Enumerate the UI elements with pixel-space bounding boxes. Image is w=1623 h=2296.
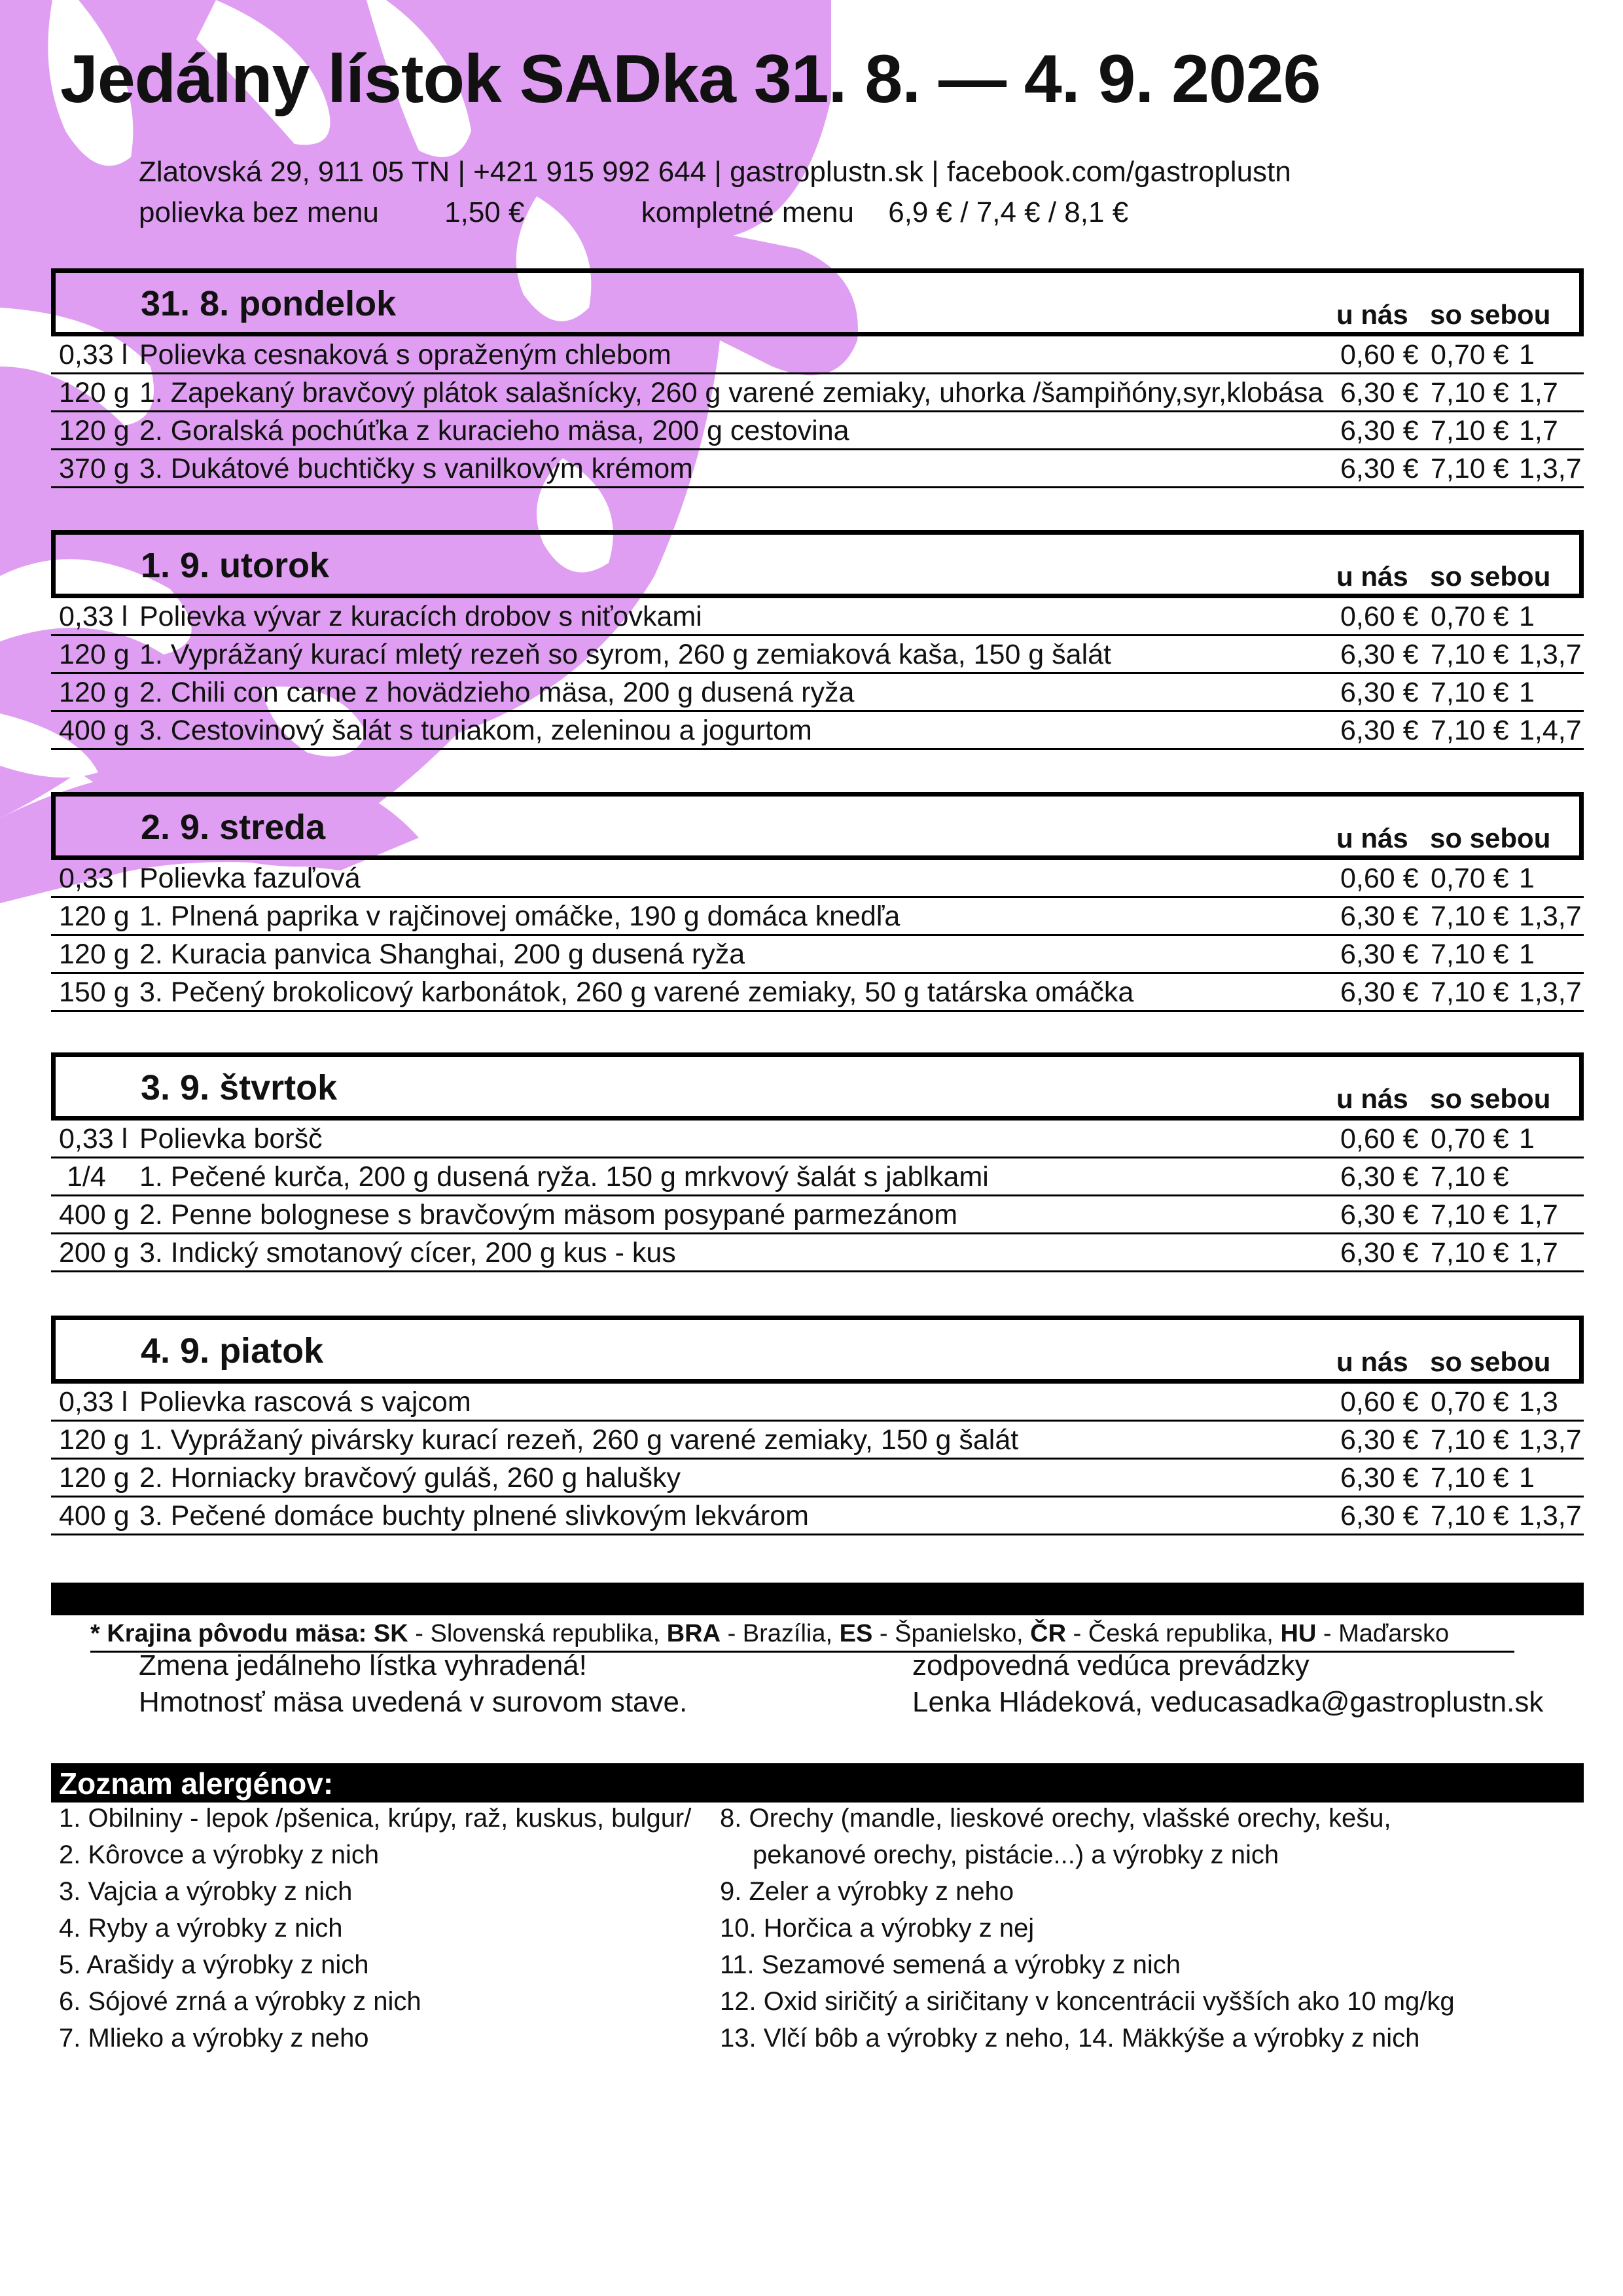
- allergen-item: 4. Ryby a výrobky z nich: [59, 1914, 343, 1943]
- price-takeaway: 7,10 €: [1431, 1237, 1509, 1268]
- menu-row: [51, 1158, 1584, 1196]
- origin-name: Španielsko,: [895, 1620, 1024, 1647]
- price-here: 6,30 €: [1340, 939, 1419, 970]
- price-takeaway: 7,10 €: [1431, 639, 1509, 670]
- dish: 3. Dukátové buchtičky s vanilkovým krémom: [139, 453, 693, 484]
- meat-weight-note: Hmotnosť mäsa uvedená v surovom stave.: [139, 1686, 688, 1718]
- day-section: [51, 268, 1584, 488]
- qty: 0,33 l: [59, 601, 128, 632]
- day-title: 3. 9. štvrtok: [141, 1068, 338, 1107]
- allergens: 1,7: [1519, 415, 1558, 446]
- dish: 3. Pečené domáce buchty plnené slivkovým lekvárom: [139, 1500, 809, 1532]
- allergens: 1: [1519, 339, 1535, 370]
- menu-row: [51, 898, 1584, 936]
- allergens: 1: [1519, 1462, 1535, 1494]
- qty: 400 g: [59, 1199, 130, 1230]
- price-here: 6,30 €: [1340, 1462, 1419, 1494]
- dish: 1. Pečené kurča, 200 g dusená ryža. 150 g mrkvový šalát s jablkami: [139, 1161, 989, 1193]
- col-head-here: u nás: [1336, 299, 1408, 330]
- qty: 0,33 l: [59, 1123, 128, 1155]
- page-title: Jedálny lístok SADka 31. 8. — 4. 9. 2026: [60, 41, 1321, 117]
- allergens: 1,7: [1519, 377, 1558, 408]
- menu-row: [51, 1234, 1584, 1272]
- price-here: 6,30 €: [1340, 415, 1419, 446]
- qty: 0,33 l: [59, 339, 128, 370]
- price-takeaway: 7,10 €: [1431, 377, 1509, 408]
- dish: Polievka rascová s vajcom: [139, 1386, 471, 1418]
- allergens: 1,3,7: [1519, 453, 1582, 484]
- price-here: 6,30 €: [1340, 377, 1419, 408]
- allergen-item: 1. Obilniny - lepok /pšenica, krúpy, raž, kuskus, bulgur/: [59, 1804, 692, 1833]
- dish: 1. Plnená paprika v rajčinovej omáčke, 190 g domáca knedľa: [139, 901, 901, 932]
- menu-change-note: Zmena jedálneho lístka vyhradená!: [139, 1649, 587, 1681]
- allergens: 1,3,7: [1519, 1424, 1582, 1456]
- qty: 370 g: [59, 453, 130, 484]
- divider-bar: [51, 1583, 1584, 1615]
- menu-row: [51, 450, 1584, 488]
- col-head-takeaway: so sebou: [1430, 1346, 1551, 1377]
- price-takeaway: 7,10 €: [1431, 453, 1509, 484]
- day-title: 2. 9. streda: [141, 808, 326, 847]
- allergen-item: 12. Oxid siričitý a siričitany v koncentrácii vyšších ako 10 mg/kg: [720, 1987, 1455, 2016]
- qty: 400 g: [59, 715, 130, 746]
- qty: 1/4: [67, 1161, 106, 1193]
- col-head-here: u nás: [1336, 823, 1408, 853]
- menu-row: [51, 374, 1584, 412]
- dish: 3. Pečený brokolicový karbonátok, 260 g varené zemiaky, 50 g tatárska omáčka: [139, 977, 1134, 1008]
- allergen-item: pekanové orechy, pistácie...) a výrobky z nich: [753, 1840, 1279, 1869]
- price-here: 6,30 €: [1340, 639, 1419, 670]
- menu-row: [51, 1121, 1584, 1158]
- allergen-header: [51, 1763, 1584, 1803]
- allergens: 1,3,7: [1519, 1500, 1582, 1532]
- allergen-item: 8. Orechy (mandle, lieskové orechy, vlašské orechy, kešu,: [720, 1804, 1391, 1833]
- meat-origin-line: [90, 1615, 1514, 1653]
- col-head-here: u nás: [1336, 1346, 1408, 1377]
- contact-line: Zlatovská 29, 911 05 TN | +421 915 992 644 | gastroplustn.sk | facebook.com/gastroplustn: [139, 156, 1291, 188]
- price-here: 6,30 €: [1340, 453, 1419, 484]
- allergens: 1: [1519, 601, 1535, 632]
- price-takeaway: 0,70 €: [1431, 601, 1509, 632]
- qty: 120 g: [59, 415, 130, 446]
- qty: 120 g: [59, 901, 130, 932]
- price-takeaway: 7,10 €: [1431, 1500, 1509, 1532]
- qty: 0,33 l: [59, 863, 128, 894]
- col-head-takeaway: so sebou: [1430, 1083, 1551, 1114]
- price-line: [139, 196, 1128, 229]
- price-takeaway: 7,10 €: [1431, 1161, 1509, 1193]
- dish: Polievka cesnaková s opraženým chlebom: [139, 339, 671, 370]
- qty: 120 g: [59, 677, 130, 708]
- dish: 2. Goralská pochúťka z kuracieho mäsa, 200 g cestovina: [139, 415, 849, 446]
- price-here: 6,30 €: [1340, 1161, 1419, 1193]
- col-head-takeaway: so sebou: [1430, 561, 1551, 592]
- allergens: 1: [1519, 677, 1535, 708]
- menu-row: [51, 636, 1584, 674]
- menu-row: [51, 674, 1584, 712]
- qty: 120 g: [59, 1424, 130, 1456]
- price-here: 0,60 €: [1340, 601, 1419, 632]
- allergen-item: 13. Vlčí bôb a výrobky z neho, 14. Mäkkýše a výrobky z nich: [720, 2024, 1420, 2053]
- price-takeaway: 7,10 €: [1431, 715, 1509, 746]
- menu-price: 6,9 € / 7,4 € / 8,1 €: [888, 196, 1129, 228]
- day-header: [51, 530, 1584, 598]
- origin-name: Maďarsko: [1338, 1620, 1450, 1647]
- origin-code: ES: [839, 1620, 873, 1647]
- origin-code: ČR: [1030, 1620, 1067, 1647]
- menu-price-label: kompletné menu: [641, 196, 854, 228]
- menu-row: [51, 1422, 1584, 1460]
- qty: 120 g: [59, 1462, 130, 1494]
- price-here: 6,30 €: [1340, 1199, 1419, 1230]
- price-takeaway: 7,10 €: [1431, 939, 1509, 970]
- allergen-item: 9. Zeler a výrobky z neho: [720, 1877, 1014, 1906]
- price-here: 6,30 €: [1340, 901, 1419, 932]
- origin-code: SK: [373, 1620, 408, 1647]
- dish: 2. Kuracia panvica Shanghai, 200 g dusená ryža: [139, 939, 745, 970]
- price-here: 0,60 €: [1340, 863, 1419, 894]
- price-here: 6,30 €: [1340, 1237, 1419, 1268]
- qty: 120 g: [59, 377, 130, 408]
- menu-row: [51, 712, 1584, 750]
- price-takeaway: 7,10 €: [1431, 677, 1509, 708]
- origin-label: * Krajina pôvodu mäsa:: [90, 1620, 367, 1647]
- menu-row: [51, 860, 1584, 898]
- col-head-here: u nás: [1336, 561, 1408, 592]
- allergen-item: 2. Kôrovce a výrobky z nich: [59, 1840, 380, 1869]
- allergens: 1: [1519, 939, 1535, 970]
- menu-row: [51, 974, 1584, 1012]
- price-takeaway: 0,70 €: [1431, 863, 1509, 894]
- day-section: [51, 530, 1584, 750]
- soup-price: 1,50 €: [444, 196, 525, 228]
- allergen-title: Zoznam alergénov:: [59, 1767, 334, 1801]
- price-takeaway: 0,70 €: [1431, 1386, 1509, 1418]
- col-head-takeaway: so sebou: [1430, 299, 1551, 330]
- day-header: [51, 1052, 1584, 1121]
- allergens: 1,7: [1519, 1199, 1558, 1230]
- allergens: 1: [1519, 863, 1535, 894]
- allergen-item: 6. Sójové zrná a výrobky z nich: [59, 1987, 421, 2016]
- allergens: 1,3,7: [1519, 977, 1582, 1008]
- price-takeaway: 7,10 €: [1431, 415, 1509, 446]
- price-here: 0,60 €: [1340, 339, 1419, 370]
- price-here: 6,30 €: [1340, 677, 1419, 708]
- allergens: 1,7: [1519, 1237, 1558, 1268]
- soup-price-label: polievka bez menu: [139, 196, 379, 228]
- dish: 2. Horniacky bravčový guláš, 260 g halušky: [139, 1462, 681, 1494]
- price-here: 0,60 €: [1340, 1386, 1419, 1418]
- allergen-item: 5. Arašidy a výrobky z nich: [59, 1950, 369, 1979]
- origin-name: Slovenská republika,: [430, 1620, 660, 1647]
- qty: 120 g: [59, 639, 130, 670]
- dish: Polievka boršč: [139, 1123, 323, 1155]
- dish: 3. Indický smotanový cícer, 200 g kus - kus: [139, 1237, 676, 1268]
- dish: 1. Vyprážaný pivársky kurací rezeň, 260 g varené zemiaky, 150 g šalát: [139, 1424, 1019, 1456]
- dish: 2. Penne bolognese s bravčovým mäsom posypané parmezánom: [139, 1199, 958, 1230]
- day-title: 4. 9. piatok: [141, 1331, 324, 1371]
- price-takeaway: 0,70 €: [1431, 339, 1509, 370]
- day-section: [51, 1052, 1584, 1272]
- day-header: [51, 1316, 1584, 1384]
- allergens: 1,3,7: [1519, 639, 1582, 670]
- manager-title: zodpovedná vedúca prevádzky: [912, 1649, 1310, 1681]
- price-takeaway: 7,10 €: [1431, 1424, 1509, 1456]
- col-head-here: u nás: [1336, 1083, 1408, 1114]
- price-here: 6,30 €: [1340, 1424, 1419, 1456]
- allergens: 1,3,7: [1519, 901, 1582, 932]
- qty: 150 g: [59, 977, 130, 1008]
- menu-row: [51, 1460, 1584, 1498]
- day-header: [51, 268, 1584, 336]
- price-here: 6,30 €: [1340, 715, 1419, 746]
- origin-name: Brazília,: [742, 1620, 833, 1647]
- price-here: 0,60 €: [1340, 1123, 1419, 1155]
- price-takeaway: 7,10 €: [1431, 1462, 1509, 1494]
- menu-row: [51, 1498, 1584, 1535]
- allergens: 1,4,7: [1519, 715, 1582, 746]
- price-here: 6,30 €: [1340, 977, 1419, 1008]
- origin-code: HU: [1280, 1620, 1317, 1647]
- allergens: 1: [1519, 1123, 1535, 1155]
- dish: 1. Zapekaný bravčový plátok salašnícky, 260 g varené zemiaky, uhorka /šampiňóny,syr,klobása: [139, 377, 1324, 408]
- origin-code: BRA: [666, 1620, 721, 1647]
- qty: 0,33 l: [59, 1386, 128, 1418]
- qty: 400 g: [59, 1500, 130, 1532]
- allergen-item: 3. Vajcia a výrobky z nich: [59, 1877, 353, 1906]
- day-header: [51, 792, 1584, 860]
- day-title: 31. 8. pondelok: [141, 284, 397, 323]
- qty: 200 g: [59, 1237, 130, 1268]
- price-takeaway: 7,10 €: [1431, 1199, 1509, 1230]
- qty: 120 g: [59, 939, 130, 970]
- origin-name: Česká republika,: [1088, 1620, 1274, 1647]
- menu-row: [51, 412, 1584, 450]
- col-head-takeaway: so sebou: [1430, 823, 1551, 853]
- day-section: [51, 1316, 1584, 1535]
- menu-row: [51, 336, 1584, 374]
- manager-contact: Lenka Hládeková, veducasadka@gastroplustn.sk: [912, 1686, 1544, 1718]
- allergen-item: 10. Horčica a výrobky z nej: [720, 1914, 1035, 1943]
- menu-row: [51, 936, 1584, 974]
- price-takeaway: 7,10 €: [1431, 901, 1509, 932]
- menu-row: [51, 598, 1584, 636]
- dish: 1. Vyprážaný kurací mletý rezeň so syrom, 260 g zemiaková kaša, 150 g šalát: [139, 639, 1111, 670]
- menu-row: [51, 1196, 1584, 1234]
- menu-row: [51, 1384, 1584, 1422]
- dish: Polievka fazuľová: [139, 863, 361, 894]
- allergen-item: 11. Sezamové semená a výrobky z nich: [720, 1950, 1181, 1979]
- price-takeaway: 0,70 €: [1431, 1123, 1509, 1155]
- allergens: 1,3: [1519, 1386, 1558, 1418]
- dish: 3. Cestovinový šalát s tuniakom, zeleninou a jogurtom: [139, 715, 812, 746]
- origin-content: * Krajina pôvodu mäsa: SK - Slovenská republika, BRA - Brazília, ES - Španielsko, ČR - Česká republika, HU - Maďarsko: [90, 1620, 1450, 1647]
- dish: 2. Chili con carne z hovädzieho mäsa, 200 g dusená ryža: [139, 677, 855, 708]
- dish: Polievka vývar z kuracích drobov s niťovkami: [139, 601, 702, 632]
- day-section: [51, 792, 1584, 1012]
- price-here: 6,30 €: [1340, 1500, 1419, 1532]
- allergen-item: 7. Mlieko a výrobky z neho: [59, 2024, 369, 2053]
- day-title: 1. 9. utorok: [141, 546, 330, 585]
- price-takeaway: 7,10 €: [1431, 977, 1509, 1008]
